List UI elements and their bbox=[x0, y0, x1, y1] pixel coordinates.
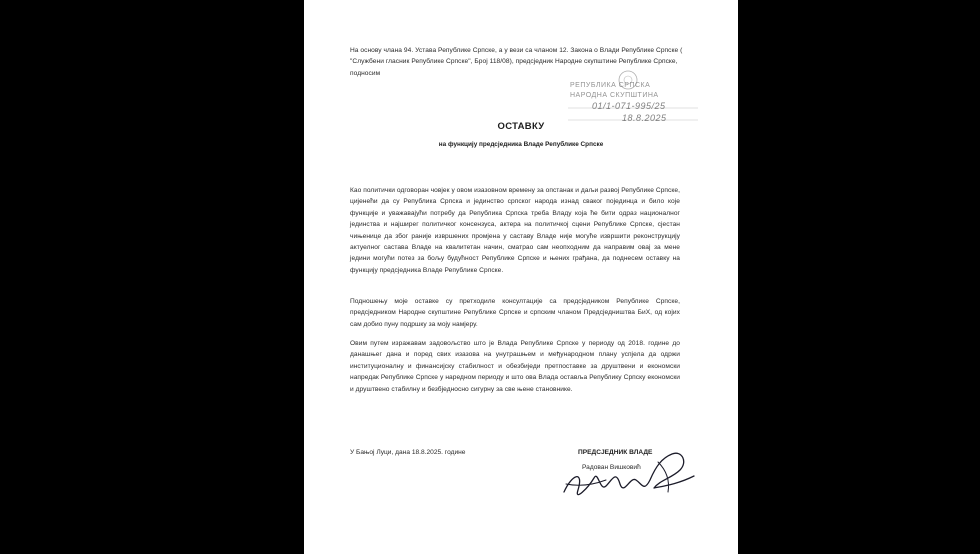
document-title: ОСТАВКУ bbox=[497, 121, 545, 132]
signature-name: Радован Вишковић bbox=[582, 464, 641, 471]
paragraph-2: Подношењу моје оставке су претходиле консултације са предсједником Републике Српске, предсједником Народне скупштине Републике Српске и српским чланом Предсједништва БиХ, од којих сам добио пуну подршку за моју намјеру. bbox=[350, 298, 680, 328]
stamp-line1: РЕПУБЛИКА СРПСКА bbox=[570, 82, 651, 89]
stamp-number: 01/1-071-995/25 bbox=[592, 101, 666, 111]
stamp-line2: НАРОДНА СКУПШТИНА bbox=[570, 92, 659, 99]
place-date: У Бањој Луци, дана 18.8.2025. године bbox=[350, 449, 466, 456]
signature-title: ПРЕДСЈЕДНИК ВЛАДЕ bbox=[578, 449, 653, 456]
intro-text: На основу члана 94. Устава Републике Српске, а у вези са чланом 12. Закона о Влади Републике Српске ( "Службени гласник Републике Српске", Број 118/08), предсједник Народне скупштине Републике Српске, подносим bbox=[350, 47, 683, 77]
document-page bbox=[304, 0, 738, 554]
handwritten-signature bbox=[554, 440, 704, 504]
document-subtitle: на функцију предсједника Владе Републике Српске bbox=[438, 141, 604, 148]
stamp-date: 18.8.2025 bbox=[622, 113, 667, 123]
paragraph-1: Као политички одговоран човјек у овом изазовном времену за опстанак и даљи развој Републике Српске, цијенећи да су Република Српска и јединство српског народа изнад сваког појединца и било које функције и уважавајући потребу да Република Српска треба Владу која ће бити одраз националног јединства и најширег политичког консензуса, актера на политичкој сцени Републике Српске, сјестан чињенице да због раније извршених промјена у саставу Владе није могуће извршити реконструкцију актуелног састава Владе на квалитетан начин, сматрао сам неопходним да направим овај за мене једини могући потез за бољу будућност Републике Српске и њених грађана, да поднесем оставку на функцију предсједника Владе Републике Српске. bbox=[350, 187, 680, 274]
paragraph-3: Овим путем изражавам задовољство што је Влада Републике Српске у периоду од 2018. године до данашњег дана и поред свих изазова на унутрашњем и међународном плану успјела да одржи институционалну и финансијску стабилност и обезбиједи претпоставке за друштвени и економски напредак Републике Српске у наредном периоду и што ова Влада оставља Републику Српску економски и друштвено стабилну и безбједносно сигурну за све њене становнике. bbox=[350, 340, 680, 393]
